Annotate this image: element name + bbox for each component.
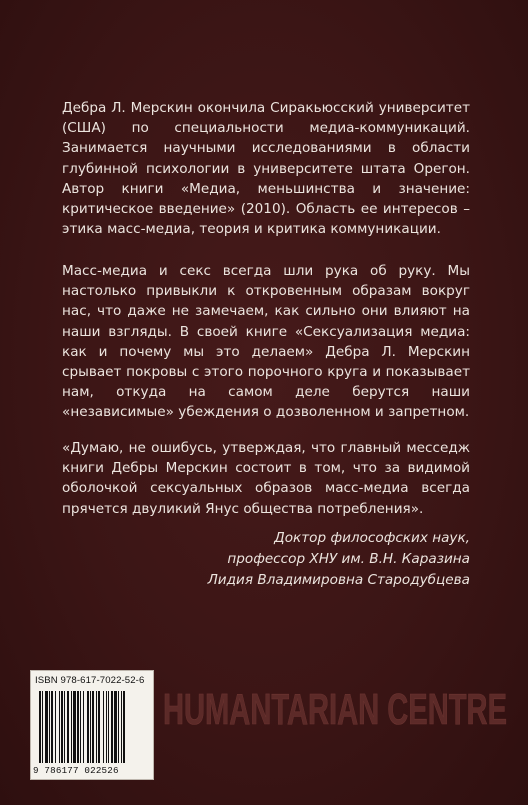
isbn-number: ISBN 978-617-7022-52-6 — [35, 675, 145, 686]
reviewer-name: Лидия Владимировна Стародубцева — [207, 572, 470, 588]
reviewer-position: профессор ХНУ им. В.Н. Каразина — [227, 551, 470, 567]
review-quote-paragraph: «Думаю, не ошибусь, утверждая, что главный месседж книги Дебры Мерскин состоит в том, что за видимой оболочкой сексуальных образов масс-медиа всегда прячется двуликий Янус общества потребления». — [62, 440, 470, 517]
publisher-logo — [160, 680, 510, 736]
svg-text:HUMANTARIAN CENTRE: HUMANTARIAN CENTRE — [163, 685, 507, 734]
barcode-digits: 9 786177 022526 — [33, 765, 119, 776]
book-summary-paragraph: Масс-медиа и секс всегда шли рука об руку. Мы настолько привыкли к откровенным образам вокруг нас, что даже не замечаем, как сильно они влияют на наши взгляды. В своей книге «Сексуализация медиа: как и почему мы это делаем» Дебра Л. Мерскин срывает покровы с этого порочного круга и показывает нам, откуда на самом деле берутся наши «независимые» убеждения о дозволенном и запретном. — [62, 263, 470, 421]
isbn-barcode — [30, 670, 154, 780]
barcode-bars — [39, 691, 145, 763]
reviewer-degree: Доктор философских наук, — [274, 530, 470, 546]
author-bio-paragraph: Дебра Л. Мерскин окончила Сиракьюсский университет (США) по специальности медиа-коммуникаций. Занимается научными исследованиями в области глубинной психологии в университете штата Орегон. Автор книги «Медиа, меньшинства и значение: критическое введение» (2010). Область ее интересов – этика масс-медиа, теория и критика коммуникации. — [62, 100, 470, 238]
reviewer-signature — [50, 528, 470, 591]
